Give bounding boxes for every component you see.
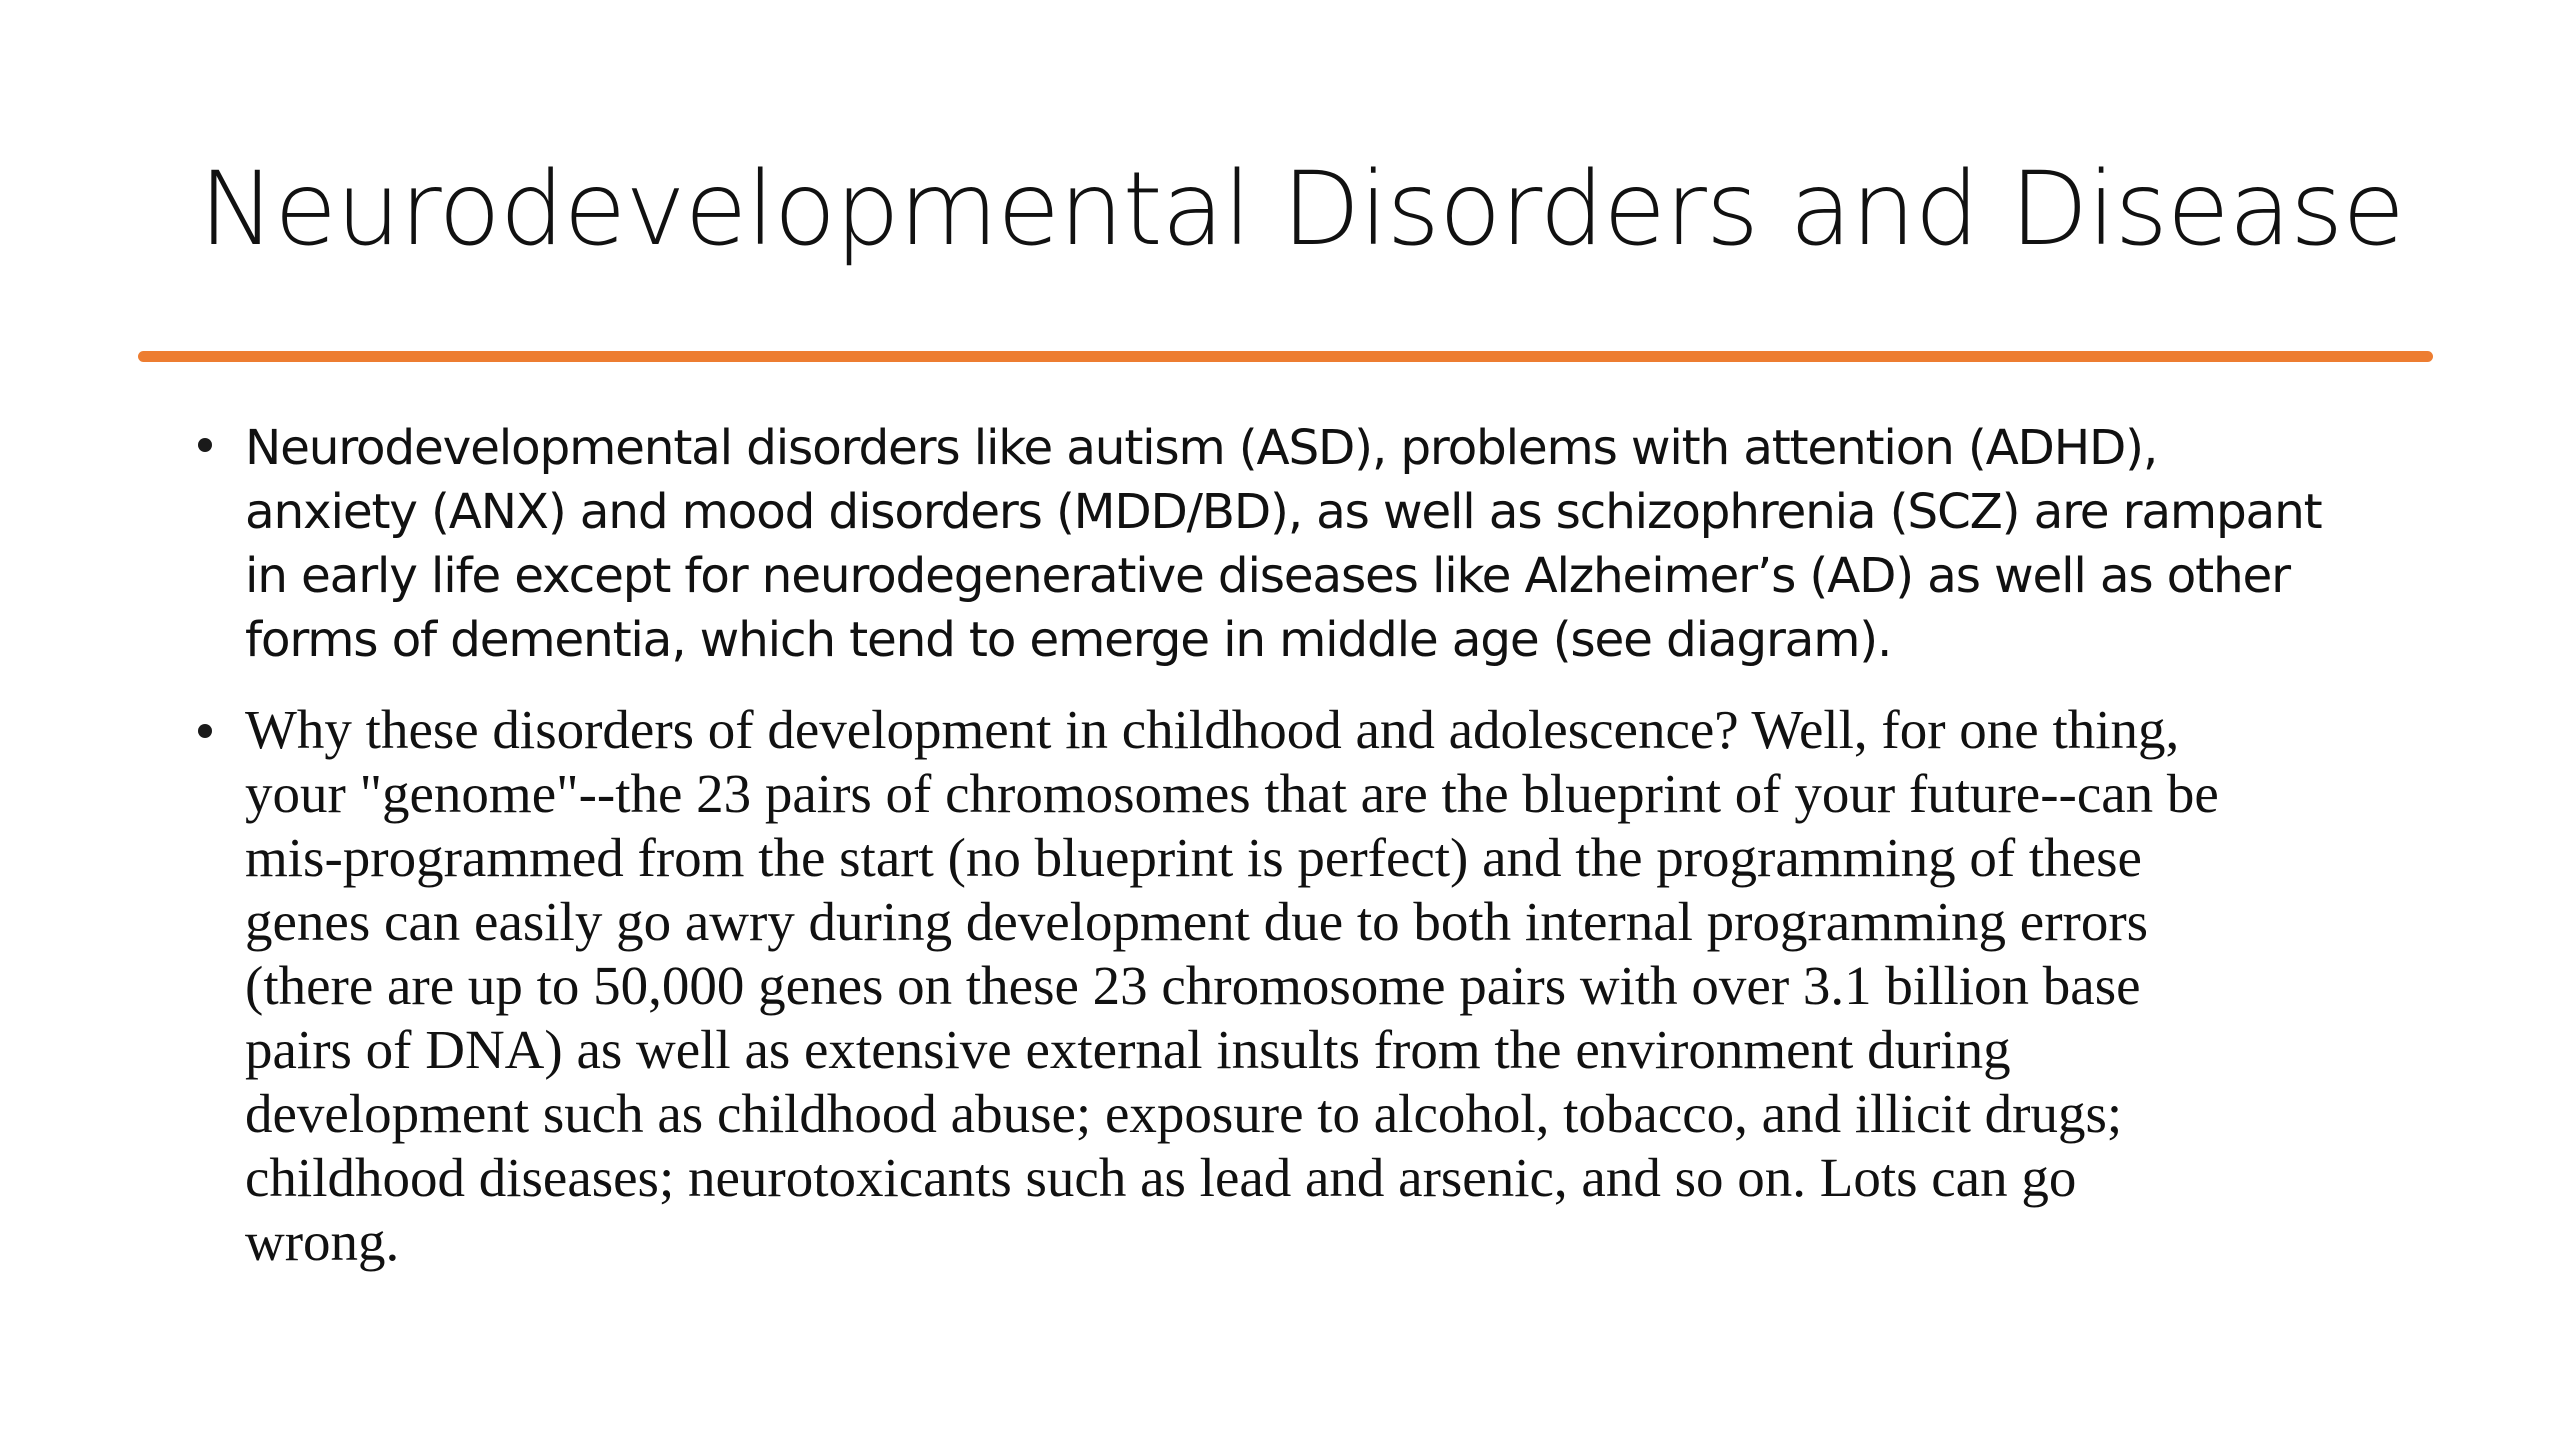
bullet-point-icon xyxy=(198,724,212,738)
text-line: your "genome"--the 23 pairs of chromosomes that are the blueprint of your future--can be xyxy=(245,763,2219,824)
text-line: Why these disorders of development in childhood and adolescence? Well, for one thing, xyxy=(245,699,2180,760)
text-line: Neurodevelopmental disorders like autism (ASD), problems with attention (ADHD), xyxy=(245,420,2158,476)
slide-title: Neurodevelopmental Disorders and Disease xyxy=(199,150,2404,269)
text-line: mis-programmed from the start (no blueprint is perfect) and the programming of these xyxy=(245,827,2142,888)
bullet-point-icon xyxy=(198,438,212,452)
text-line: development such as childhood abuse; exposure to alcohol, tobacco, and illicit drugs; xyxy=(245,1083,2123,1144)
text-line: genes can easily go awry during development due to both internal programming errors xyxy=(245,891,2149,952)
text-line: anxiety (ANX) and mood disorders (MDD/BD), as well as schizophrenia (SCZ) are rampant xyxy=(245,484,2322,540)
text-line: forms of dementia, which tend to emerge in middle age (see diagram). xyxy=(245,612,1892,668)
text-line: childhood diseases; neurotoxicants such as lead and arsenic, and so on. Lots can go xyxy=(245,1147,2077,1208)
bullet-text xyxy=(245,698,2445,1274)
text-line: pairs of DNA) as well as extensive external insults from the environment during xyxy=(245,1019,2011,1080)
text-line: in early life except for neurodegenerative diseases like Alzheimer’s (AD) as well as other xyxy=(245,548,2290,604)
bullet-text xyxy=(245,416,2445,672)
text-line: (there are up to 50,000 genes on these 23 chromosome pairs with over 3.1 billion base xyxy=(245,955,2141,1016)
title-divider xyxy=(138,351,2433,362)
text-line: wrong. xyxy=(245,1211,400,1272)
